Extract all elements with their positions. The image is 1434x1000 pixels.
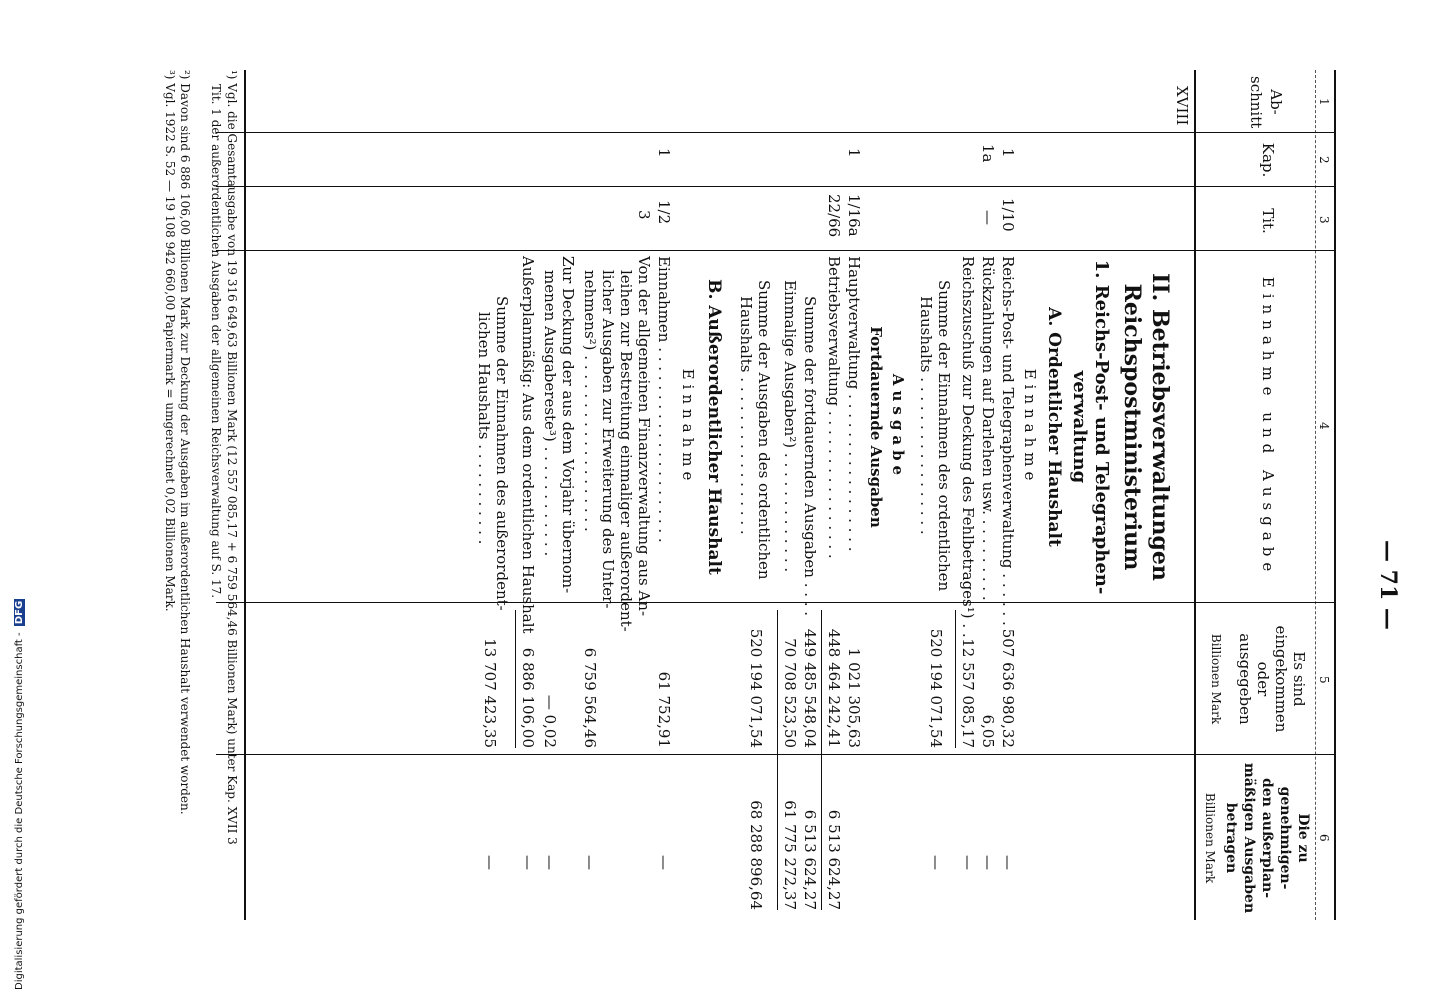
header-unit-6: Billionen Mark (1203, 792, 1217, 884)
heading-fortdauernde: Fortdauernde Ausgaben (867, 326, 885, 528)
row8-text: Einmalige Ausgaben²) . . . . . . . . . . . . . (781, 280, 799, 573)
row4b-text: Haushalts . . . . . . . . . . . . . . . . . (917, 296, 935, 535)
row8-value6: 61 775 272,37 (781, 800, 799, 910)
sum-rule-1 (955, 610, 956, 748)
col-rule-4 (216, 602, 1336, 603)
row2-kap: 1a (979, 144, 997, 163)
header-kap: Kap. (1259, 142, 1277, 178)
col-rule-2 (216, 186, 1336, 187)
row11-tit: 3 (635, 210, 653, 220)
header-tit: Tit. (1259, 208, 1277, 234)
row12-value: — 0,02 (541, 694, 559, 748)
row10-value6: — (655, 855, 673, 870)
row7-value6: 6 513 624,27 (801, 809, 819, 910)
row2-tit: — (979, 210, 997, 225)
table-top-rule (1334, 70, 1336, 920)
row5-text: Hauptverwaltung . . . . . . . . . . . . . . . . . (845, 256, 863, 552)
header-bottom-rule (1194, 70, 1196, 920)
dfg-logo-icon: DFG (14, 600, 25, 625)
row12-value6: — (541, 855, 559, 870)
heading-einnahme-b: Einnahme (679, 368, 697, 486)
row14-text: Summe der Einnahmen des außerordent- (493, 296, 511, 611)
col-no-6: 6 (1317, 834, 1331, 842)
col-rule-5 (216, 754, 1336, 755)
header-einnahme-ausgabe: Einnahme und Ausgabe (1259, 276, 1277, 578)
heading-betriebsverwaltungen: II. Betriebsverwaltungen (1147, 273, 1173, 581)
heading-post-telegraph: 1. Reichs-Post- und Telegraphen- (1091, 259, 1112, 595)
header-eingekommen: Es sind eingekommen oder ausgegeben (1236, 625, 1308, 733)
row14-value6: — (481, 855, 499, 870)
footnote-2: ²) Davon sind 6 886 106,00 Billionen Mark zur Deckung der Ausgaben im außerordentlichen Haushalt verwendet worden. (178, 70, 192, 815)
col-no-5: 5 (1317, 676, 1331, 684)
row11-text: Von der allgemeinen Finanzverwaltung aus An- (635, 256, 653, 617)
row6-value: 448 464 242,41 (825, 628, 843, 748)
section-number: XVIII (1173, 86, 1191, 126)
footer-credit (14, 599, 25, 990)
row6-tit: 22/66 (825, 194, 843, 238)
row3-text: Reichszuschuß zur Deckung des Fehlbetrages¹) . . (959, 256, 977, 638)
row1-tit: 1/10 (999, 198, 1017, 232)
row14-value: 13 707 423,35 (481, 638, 499, 748)
footnote-3: ³) Vgl. 1922 S. 52 — 19 108 942 660,00 Papiermark = umgerechnet 0,02 Billionen Mark. (163, 70, 177, 612)
col-no-2: 2 (1317, 156, 1331, 164)
sum-rule-3 (777, 610, 778, 910)
heading-ordentlicher-haushalt: A. Ordentlicher Haushalt (1044, 307, 1064, 547)
row10-text: Einnahmen . . . . . . . . . . . . . . . . . . . . . (655, 256, 673, 543)
col-no-4: 4 (1317, 422, 1331, 430)
row14b-text: lichen Haushalts . . . . . . . . . . . (475, 312, 493, 545)
row4-text: Summe der Einnahmen des ordentlichen (935, 280, 953, 592)
row2-value6: — (979, 855, 997, 870)
row12-text: Zur Deckung der aus dem Vorjahr übernom- (559, 256, 577, 594)
row10-tit: 1/2 (655, 200, 673, 225)
row4-value: 520 194 071,54 (927, 628, 945, 748)
row6-text: Betriebsverwaltung . . . . . . . . . . . . . . . . (825, 256, 843, 559)
row13-value: 6 886 106,00 (519, 647, 537, 748)
row3-value6: — (959, 855, 977, 870)
row10-value: 61 752,91 (655, 671, 673, 748)
footnote-1b: Tit. 1 der außerordentlichen Ausgaben der allgemeinen Reichsverwaltung auf S. 17. (209, 84, 223, 599)
row3-value: 12 557 085,17 (959, 638, 977, 748)
row1-kap: 1 (999, 148, 1017, 158)
sum-rule-4 (515, 610, 516, 748)
col-no-1: 1 (1317, 98, 1331, 106)
rotated-page-content (209, 70, 1401, 920)
row4-value6: — (927, 855, 945, 870)
row2-value: 6,05 (979, 714, 997, 748)
col-no-3: 3 (1317, 216, 1331, 224)
row11b-text: leihen zur Bestreitung einmaliger außerordent- (617, 270, 635, 632)
row9-value6: 68 288 896,64 (747, 800, 765, 910)
row9-text: Summe der Ausgaben des ordentlichen (755, 280, 773, 580)
row1-text: Reichs-Post- und Telegraphenverwaltung . . . . . . (999, 256, 1017, 626)
row7-value: 449 485 548,04 (801, 628, 819, 748)
heading-verwaltung: verwaltung (1069, 370, 1090, 484)
row9-value: 520 194 071,54 (747, 628, 765, 748)
heading-reichspostministerium: Reichspostministerium (1119, 283, 1145, 571)
row6-value6: 6 513 624,27 (825, 809, 843, 910)
heading-ausserordentlicher-haushalt: B. Außerordentlicher Haushalt (704, 279, 724, 575)
footnotes-block (162, 70, 192, 815)
header-ausserplanmaessig: Die zu genehmigen- den außerplan- mäßigen Ausgaben betragen (1223, 762, 1311, 914)
table-bottom-rule (244, 70, 246, 920)
row7-text: Summe der fortdauernden Ausgaben . . . . (801, 296, 819, 617)
col-rule-1 (216, 132, 1336, 133)
header-abschnitt: Ab- schnitt (1247, 76, 1285, 129)
row11-value6: — (581, 855, 599, 870)
row13-value6: — (519, 855, 537, 870)
row11-value: 6 759 564,46 (581, 647, 599, 748)
sum-rule-2 (821, 610, 822, 910)
page-number: — 71 — (1375, 540, 1401, 630)
row5-tit: 1/16a (845, 194, 863, 237)
row9b-text: Haushalts . . . . . . . . . . . . . . . . . (737, 296, 755, 535)
row2-text: Rückzahlungen auf Darlehen usw. . . . . . . . . . (979, 256, 997, 601)
row13-text: Außerplanmäßig: Aus dem ordentlichen Haushalt (519, 256, 537, 634)
row1-value: 507 636 980,32 (999, 628, 1017, 748)
row12b-text: menen Ausgabereste³) . . . . . . . . . . . . (541, 270, 559, 557)
footnote-1: ¹) Vgl. die Gesamtausgabe von 19 316 649,63 Billionen Mark (12 557 085,17 + 6 759 564,46 Billionen Mark) unter Kap. XVII 3 (225, 70, 239, 845)
footer-text: Digitalisierung gefördert durch die Deutsche Forschungsgemeinschaft - (14, 632, 25, 990)
row10-kap: 1 (655, 148, 673, 158)
heading-einnahme-a: Einnahme (1021, 368, 1039, 486)
col-rule-3 (216, 250, 1336, 251)
row11c-text: licher Ausgaben zur Erweiterung des Unter- (599, 270, 617, 609)
row11d-text: nehmens²) . . . . . . . . . . . . . . . . . . . (581, 270, 599, 532)
heading-ausgabe: Ausgabe (889, 373, 907, 481)
header-unit-5: Billionen Mark (1209, 633, 1223, 725)
column-number-rule (1315, 70, 1316, 920)
row5-kap: 1 (845, 148, 863, 158)
row5-value: 1 021 305,63 (845, 647, 863, 748)
row8-value: 70 708 523,50 (781, 638, 799, 748)
row1-value6: — (999, 855, 1017, 870)
